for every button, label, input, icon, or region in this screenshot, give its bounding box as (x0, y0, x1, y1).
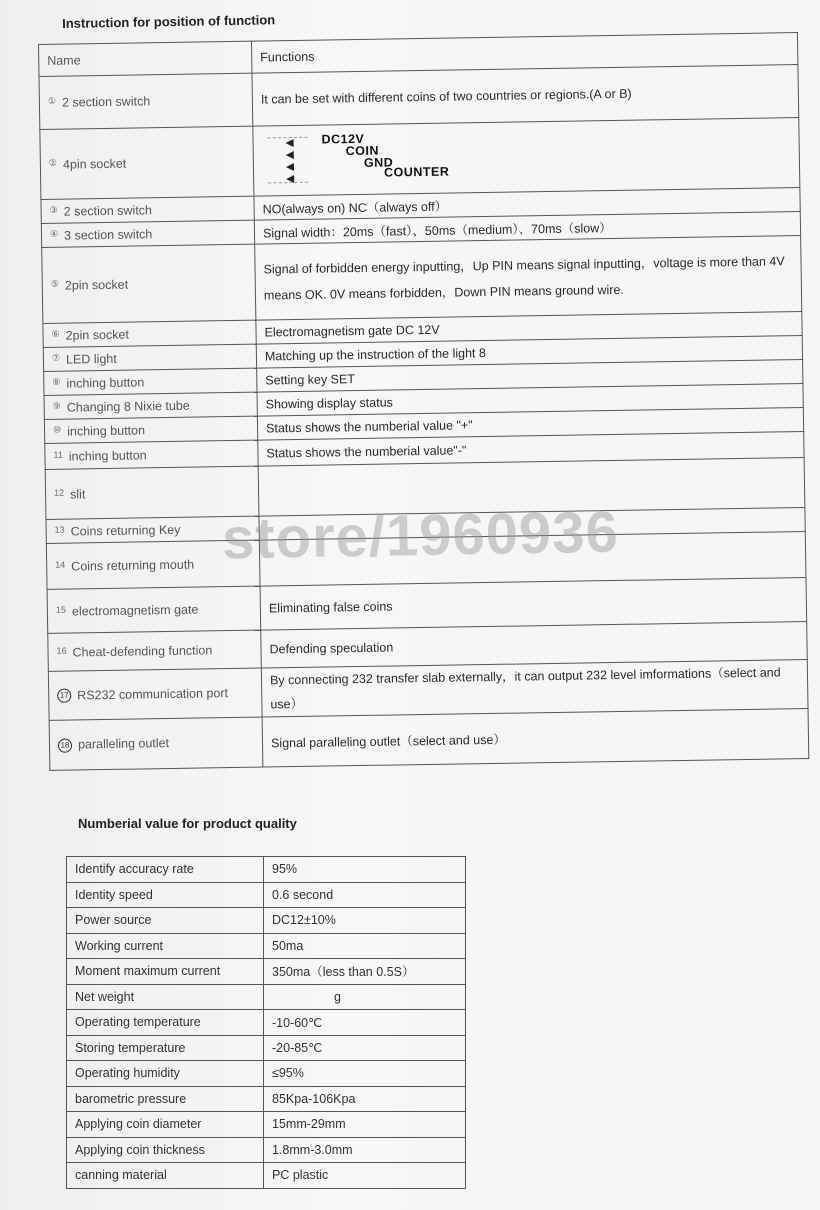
header-name: Name (39, 41, 252, 76)
row-number: ④ (49, 228, 59, 239)
row-function: Electromagnetism gate DC 12V (256, 312, 802, 345)
4pin-socket-diagram (261, 125, 791, 189)
row-function: It can be set with different coins of two countries or regions.(A or B) (252, 65, 799, 127)
spec-value: PC plastic (264, 1163, 466, 1189)
row-number: 13 (54, 524, 65, 535)
row-name: Cheat-defending function (72, 642, 213, 660)
row-name: 2pin socket (64, 277, 129, 293)
spec-value: 50ma (264, 933, 466, 959)
table-row (67, 857, 466, 883)
row-function: Matching up the instruction of the light 8 (256, 336, 802, 369)
row-name: inching button (66, 374, 145, 391)
row-number: ⑨ (52, 400, 61, 411)
row-number: 15 (55, 604, 66, 615)
table-row (49, 708, 809, 770)
pin-arrow-icon (286, 138, 294, 146)
row-function: NO(always on) NC（always off） (254, 188, 800, 221)
pin-label: COUNTER (383, 164, 450, 180)
table-row (67, 882, 466, 908)
row-name: 3 section switch (63, 226, 153, 243)
row-name: LED light (65, 351, 117, 367)
table-row (67, 1137, 466, 1163)
pin-label: COIN (345, 143, 380, 158)
section-title-quality: Numberial value for product quality (78, 816, 297, 831)
row-name: 4pin socket (62, 156, 127, 172)
circled-number-icon: 18 (58, 738, 72, 752)
spec-label: Working current (67, 933, 264, 959)
table-row (67, 1035, 466, 1061)
row-function: Setting key SET (257, 360, 803, 393)
table-row (42, 236, 802, 324)
row-function: Status shows the numberial value"-" (258, 432, 804, 467)
row-name: 2pin socket (65, 327, 129, 343)
row-number: ① (47, 95, 57, 106)
row-function: Defending speculation (261, 621, 808, 668)
row-name: electromagnetism gate (71, 602, 199, 619)
functions-table (38, 32, 809, 771)
row-name: Changing 8 Nixie tube (66, 398, 190, 415)
spec-label: Net weight (67, 984, 264, 1010)
spec-label: Storing temperature (67, 1035, 264, 1061)
spec-value: ≤95% (264, 1061, 466, 1087)
pin-arrows (286, 138, 301, 186)
row-name: 2 section switch (61, 94, 151, 110)
spec-label: canning material (67, 1163, 264, 1189)
pin-arrow-icon (286, 162, 294, 170)
spec-value: -20-85℃ (264, 1035, 466, 1061)
spec-value: 0.6 second (264, 882, 466, 908)
spec-label: Applying coin thickness (67, 1137, 264, 1163)
spec-label: Operating temperature (67, 1010, 264, 1036)
spec-label: Applying coin diameter (67, 1112, 264, 1138)
table-row (67, 908, 466, 934)
table-row (67, 959, 466, 985)
header-functions: Functions (251, 33, 797, 74)
store-watermark: store/1960936 (221, 499, 620, 572)
row-name: inching button (67, 422, 146, 439)
row-function: By connecting 232 transfer slab externally，it can output 232 level imformations（select and use） (261, 659, 808, 717)
row-name: 2 section switch (63, 202, 153, 219)
row-number: ⑥ (51, 328, 60, 339)
row-number: ⑩ (52, 424, 62, 435)
spec-label: Power source (67, 908, 264, 934)
row-name: RS232 communication port (77, 685, 229, 703)
table-row (67, 1061, 466, 1087)
spec-value: 1.8mm-3.0mm (264, 1137, 466, 1163)
row-name: Coins returning Key (70, 522, 181, 539)
row-function: Eliminating false coins (260, 578, 807, 631)
table-row (67, 1010, 466, 1036)
spec-label: Moment maximum current (67, 959, 264, 985)
table-row (67, 933, 466, 959)
spec-label: Identity speed (67, 882, 264, 908)
section-title-functions: Instruction for position of function (62, 12, 276, 31)
table-row (67, 1163, 466, 1189)
spec-label: Identify accuracy rate (67, 857, 264, 883)
spec-value: 15mm-29mm (264, 1112, 466, 1138)
row-function: Showing display status (257, 384, 803, 417)
row-name: paralleling outlet (77, 736, 170, 752)
row-function: Signal width：20ms（fast）、50ms（medium）、70ms（slow） (254, 212, 800, 245)
row-name: slit (69, 486, 86, 502)
row-number: 11 (53, 449, 63, 460)
row-function: Status shows the numberial value "+" (257, 408, 803, 441)
table-row (40, 118, 800, 200)
spec-value: g (264, 984, 466, 1010)
pin-arrow-icon (286, 150, 294, 158)
quality-table (66, 856, 466, 1189)
row-name: inching button (68, 447, 147, 464)
row-number: ③ (49, 204, 58, 215)
spec-value: 350ma（less than 0.5S） (264, 959, 466, 985)
spec-label: barometric pressure (67, 1086, 264, 1112)
row-number: ② (48, 157, 58, 168)
row-number: ⑧ (52, 376, 61, 387)
spec-label: Operating humidity (67, 1061, 264, 1087)
row-number: 12 (53, 487, 65, 498)
spec-value: 85Kpa-106Kpa (264, 1086, 466, 1112)
pin-arrow-icon (286, 174, 294, 182)
row-function: Signal paralleling outlet（select and use） (262, 708, 809, 767)
pin-label: GND (363, 154, 394, 170)
table-row (67, 1086, 466, 1112)
row-name: Coins returning mouth (71, 557, 195, 574)
circled-number-icon: 17 (57, 689, 71, 703)
spec-value: 95% (264, 857, 466, 883)
row-number: ⑦ (51, 352, 61, 363)
spec-value: -10-60℃ (264, 1010, 466, 1036)
row-number: 14 (55, 559, 66, 570)
row-number: 16 (56, 645, 67, 656)
pin-label: DC12V (321, 131, 365, 147)
row-function: Signal of forbidden energy inputting，Up PIN means signal inputting，voltage is more than 4V means OK. 0V means forbidden，Down PIN means ground wire. (255, 236, 802, 321)
row-number: ⑤ (50, 278, 59, 289)
spec-value: DC12±10% (264, 908, 466, 934)
table-row (67, 1112, 466, 1138)
table-row (67, 984, 466, 1010)
